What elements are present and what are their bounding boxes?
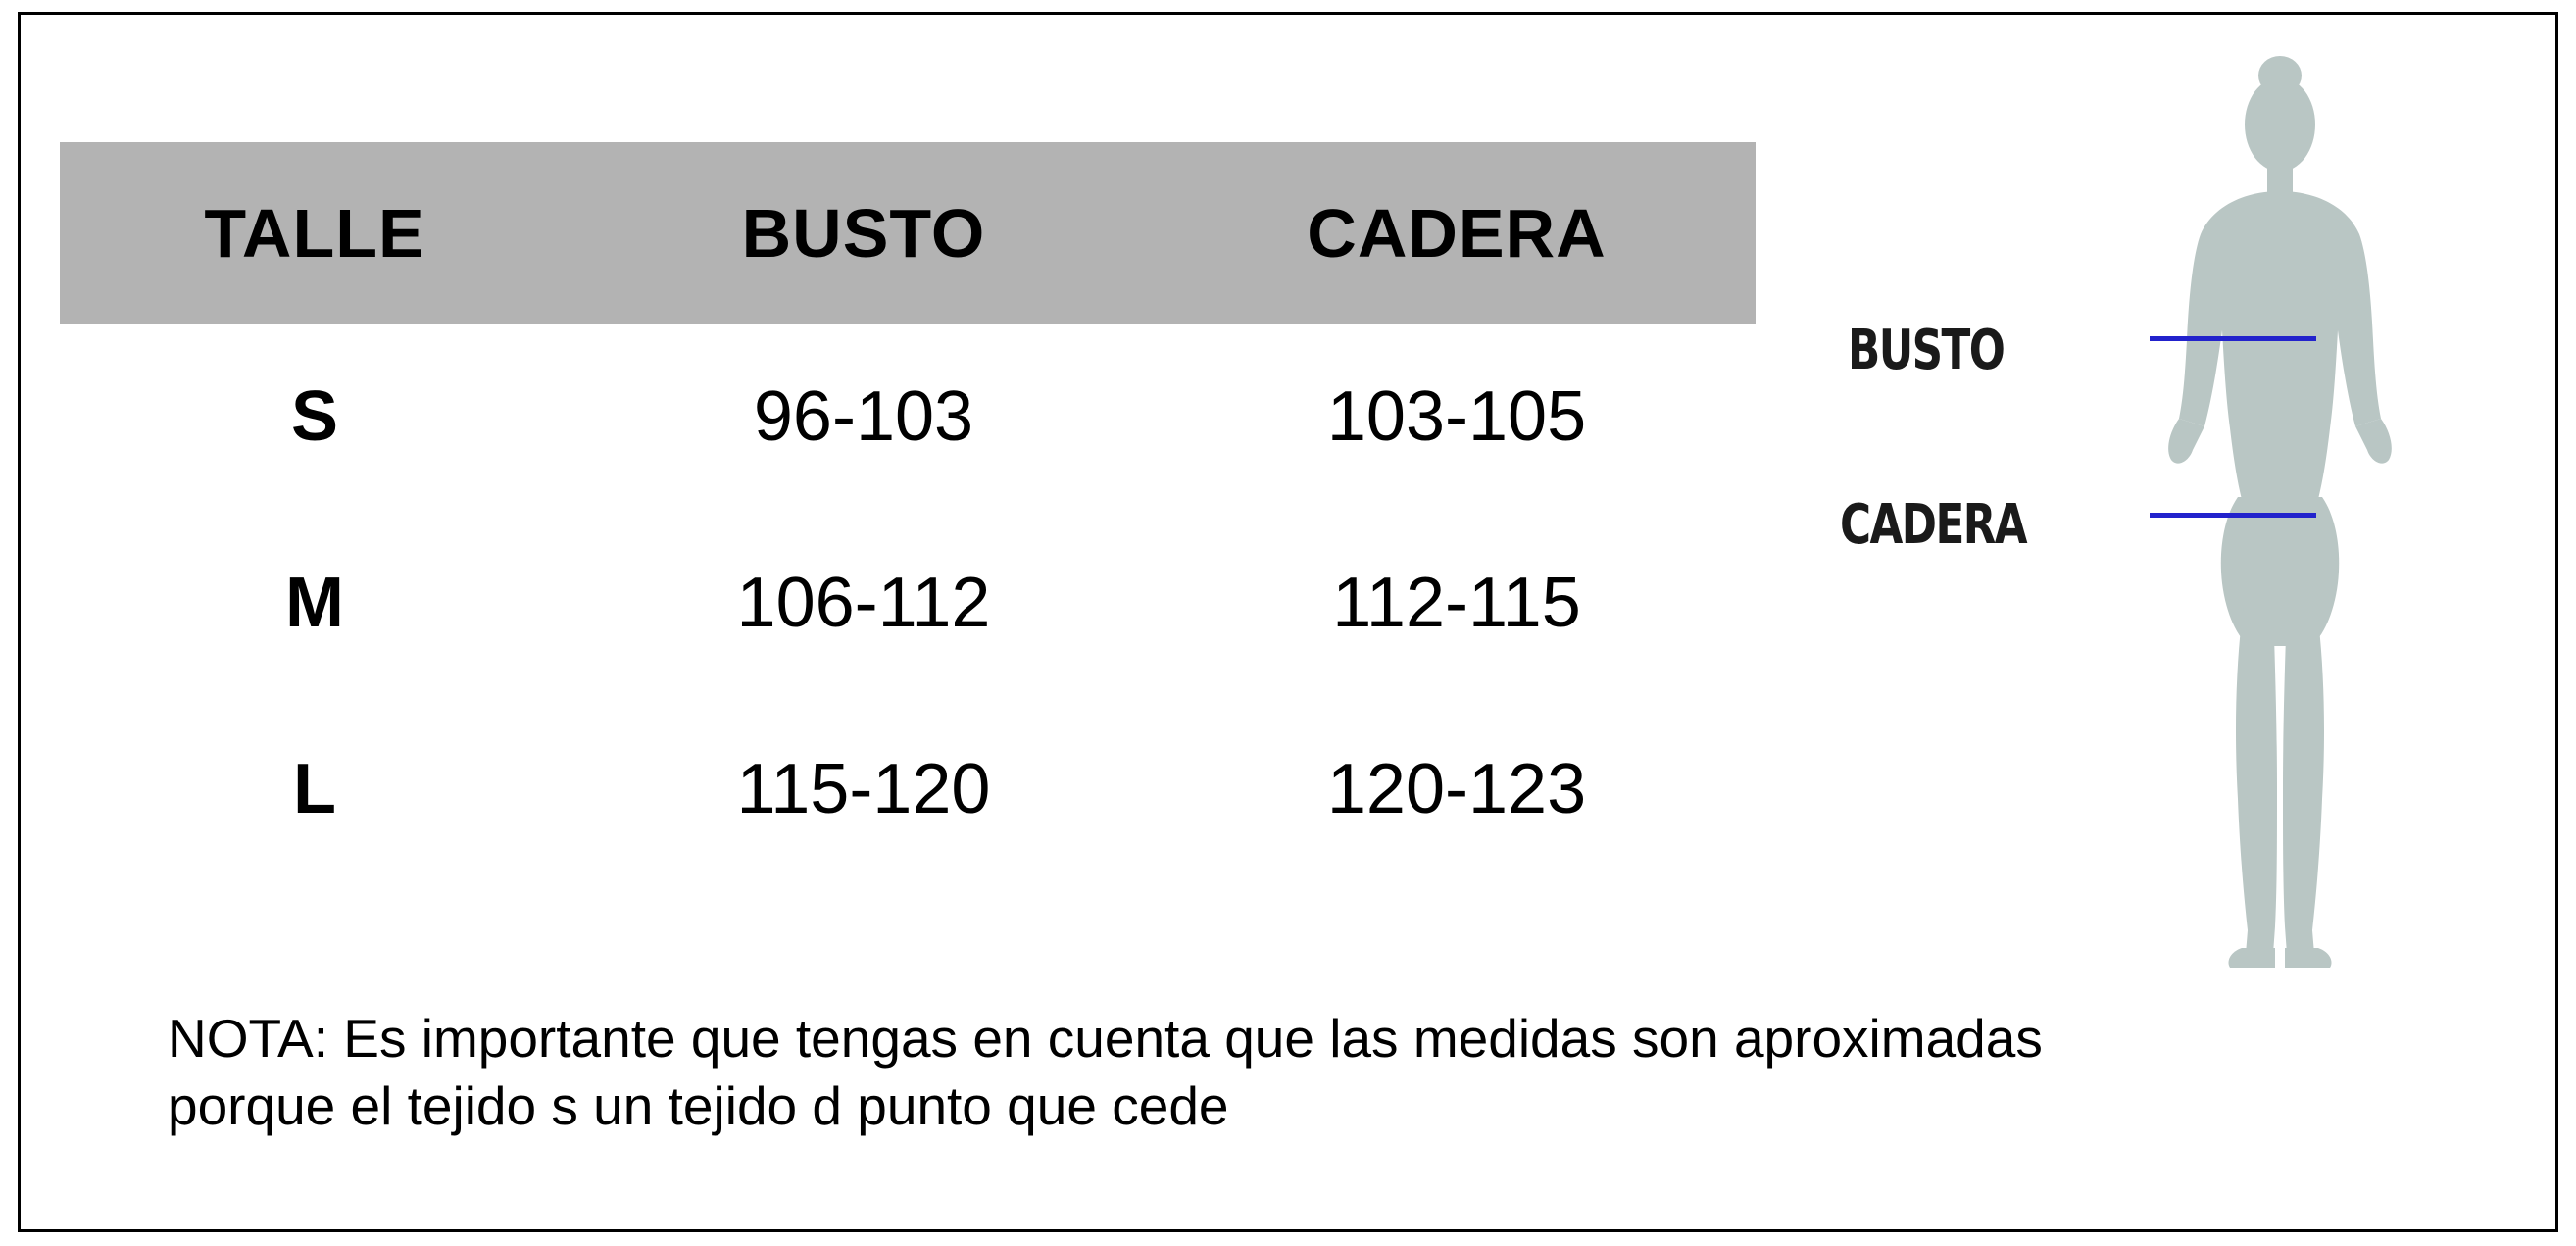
figure-label-busto: BUSTO [1848,319,2005,382]
table-body [60,324,1756,882]
cell-busto: 96-103 [753,377,974,456]
cell-talle: M [285,564,344,642]
header-busto: BUSTO [570,142,1158,324]
busto-measure-line [2150,336,2316,341]
note-line-1: NOTA: Es importante que tengas en cuenta que las medidas son aproximadas [168,1008,2043,1069]
female-silhouette-icon [2128,54,2432,995]
table-row [60,696,1756,882]
size-table [60,142,1756,882]
cell-busto: 115-120 [736,750,991,828]
cadera-measure-line [2150,513,2316,518]
body-diagram [1834,54,2540,995]
figure-label-cadera: CADERA [1840,493,2027,557]
note-line-2: porque el tejido s un tejido d punto que cede [168,1074,1229,1136]
table-row [60,510,1756,696]
header-cadera: CADERA [1158,142,1756,324]
table-header-row [60,142,1756,324]
cell-talle: L [293,750,336,828]
header-talle: TALLE [60,142,570,324]
cell-cadera: 103-105 [1326,377,1587,456]
table-header [60,142,1756,324]
cell-talle: S [290,377,339,456]
cell-busto: 106-112 [736,564,991,642]
chart-frame [18,12,2558,1232]
note-text [168,1005,2412,1140]
table-row [60,324,1756,510]
size-table-container [60,142,1765,882]
cell-cadera: 112-115 [1332,564,1581,642]
cell-cadera: 120-123 [1326,750,1587,828]
